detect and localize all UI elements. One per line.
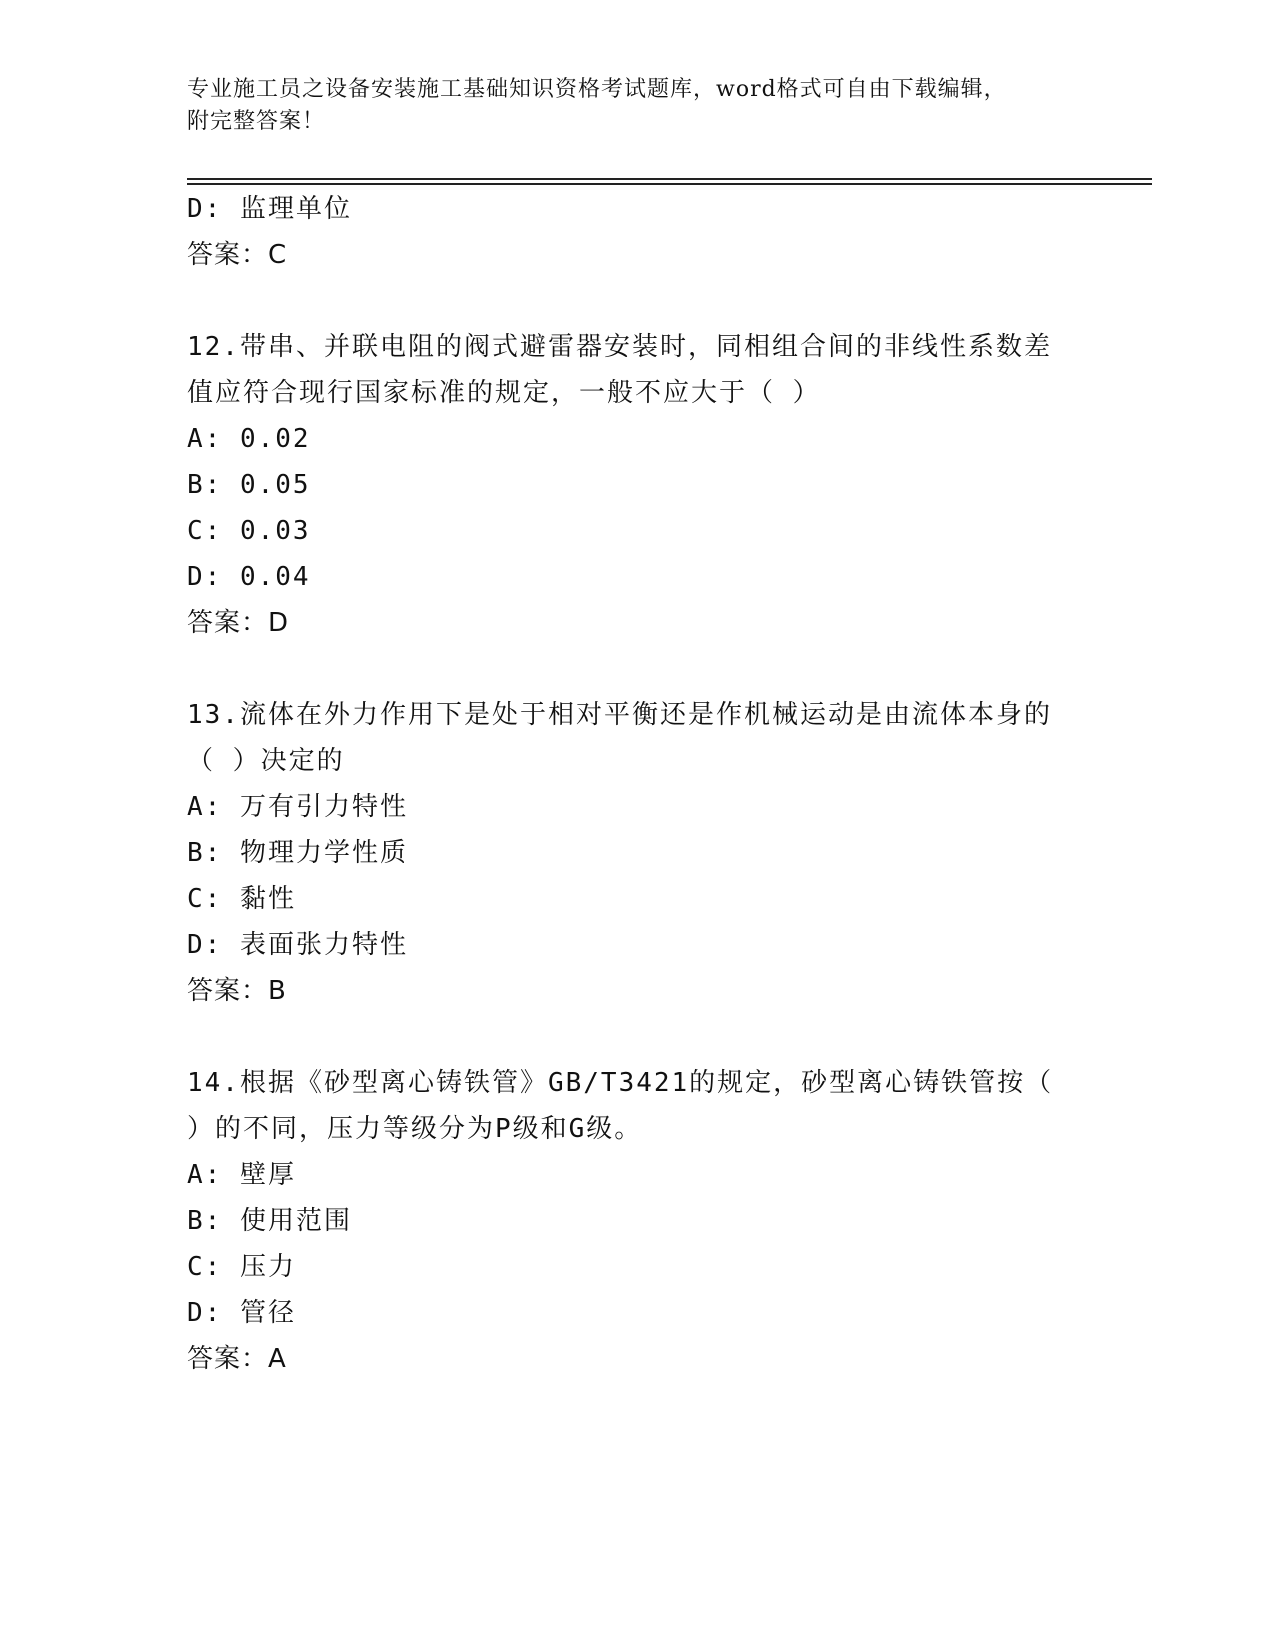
header-rule-bottom: [187, 183, 1152, 185]
question-12: [187, 324, 1147, 646]
question-text-line: 12.带串、并联电阻的阀式避雷器安装时，同相组合间的非线性系数差: [187, 332, 1052, 362]
header-line-2: 附完整答案！: [187, 109, 326, 134]
option-a: A: 壁厚: [187, 1160, 296, 1190]
option-d: D: 管径: [187, 1298, 296, 1328]
document-header: [187, 74, 1087, 138]
question-list: [187, 186, 1147, 1382]
answer-line: 答案：B: [187, 976, 287, 1006]
answer-line: 答案：D: [187, 608, 290, 638]
question-text-line: 14.根据《砂型离心铸铁管》GB/T3421的规定，砂型离心铸铁管按（: [187, 1068, 1054, 1098]
option-b: B: 物理力学性质: [187, 838, 408, 868]
option-d: D: 监理单位: [187, 194, 352, 224]
question-text-line: 值应符合现行国家标准的规定，一般不应大于（ ）: [187, 378, 821, 408]
question-text-line: 13.流体在外力作用下是处于相对平衡还是作机械运动是由流体本身的: [187, 700, 1052, 730]
option-c: C: 压力: [187, 1252, 296, 1282]
header-line-1: 专业施工员之设备安装施工基础知识资格考试题库，word格式可自由下载编辑，: [187, 77, 1007, 102]
answer-line: 答案：A: [187, 1344, 287, 1374]
option-b: B: 使用范围: [187, 1206, 352, 1236]
spacer: [187, 278, 1147, 324]
header-rule-top: [187, 178, 1152, 180]
question-13: [187, 692, 1147, 1014]
spacer: [187, 1014, 1147, 1060]
option-d: D: 0.04: [187, 562, 311, 592]
spacer: [187, 646, 1147, 692]
question-text-line: ）的不同，压力等级分为P级和G级。: [187, 1114, 643, 1144]
question-14: [187, 1060, 1147, 1382]
previous-question-tail: [187, 186, 1147, 278]
option-c: C: 0.03: [187, 516, 311, 546]
option-a: A: 0.02: [187, 424, 311, 454]
answer-line: 答案：C: [187, 240, 288, 270]
option-c: C: 黏性: [187, 884, 296, 914]
option-d: D: 表面张力特性: [187, 930, 408, 960]
option-b: B: 0.05: [187, 470, 311, 500]
option-a: A: 万有引力特性: [187, 792, 408, 822]
question-text-line: （ ）决定的: [187, 746, 345, 776]
